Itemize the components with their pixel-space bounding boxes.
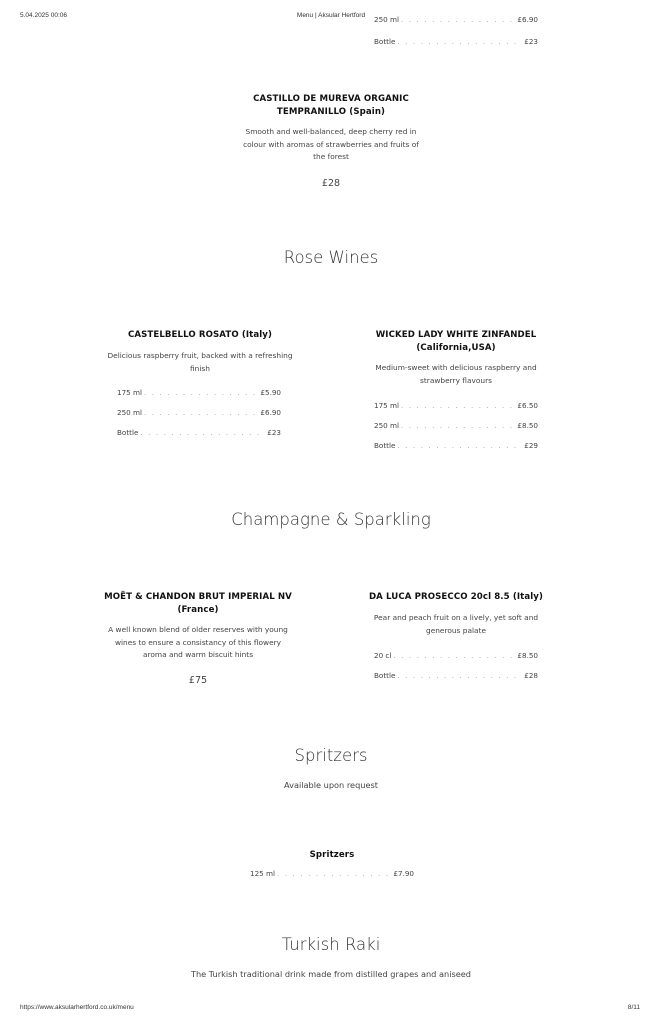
price-row bbox=[374, 401, 538, 410]
item-description bbox=[346, 362, 566, 387]
print-page-number: 8/11 bbox=[627, 1004, 640, 1011]
price-row-value: £6.90 bbox=[517, 15, 538, 24]
section-heading-turkish-raki: Turkish Raki bbox=[281, 935, 381, 954]
desc-line: Medium-sweet with delicious raspberry and bbox=[375, 363, 537, 372]
section-heading-spritzers: Spritzers bbox=[294, 746, 368, 765]
price-row bbox=[117, 408, 281, 417]
price-row-label: 175 ml bbox=[374, 401, 400, 410]
item-title: DA LUCA PROSECCO 20cl 8.5 (Italy) bbox=[368, 592, 544, 602]
item-description bbox=[88, 624, 308, 662]
item-title-line: MOËT & CHANDON BRUT IMPERIAL NV bbox=[104, 592, 292, 602]
menu-item-castelbello-rosato bbox=[90, 329, 310, 437]
leader-dots bbox=[401, 421, 515, 430]
leader-dots bbox=[140, 428, 265, 437]
price-row-value: £8.50 bbox=[517, 421, 538, 430]
section-subtitle-turkish-raki: The Turkish traditional drink made from distilled grapes and aniseed bbox=[190, 969, 472, 979]
price-row-label: 175 ml bbox=[117, 388, 143, 397]
leader-dots bbox=[401, 401, 515, 410]
print-page-title: Menu | Aksular Hertford bbox=[296, 12, 366, 19]
item-title: Spritzers bbox=[309, 850, 355, 860]
item-description bbox=[221, 126, 441, 164]
desc-line: Delicious raspberry fruit, backed with a refreshing bbox=[107, 351, 293, 360]
desc-line: finish bbox=[190, 363, 210, 373]
desc-line: generous palate bbox=[426, 625, 486, 635]
desc-line: aroma and warm biscuit hints bbox=[142, 650, 254, 659]
menu-item-castillo-de-mureva bbox=[221, 93, 441, 189]
price-row bbox=[117, 388, 281, 397]
menu-item-da-luca-prosecco bbox=[346, 591, 566, 680]
leader-dots bbox=[277, 869, 391, 878]
price-row bbox=[374, 671, 538, 680]
price-row-value: £6.90 bbox=[260, 408, 281, 417]
price-row-label: 250 ml bbox=[117, 408, 143, 417]
price-row bbox=[374, 15, 538, 27]
menu-item-wicked-lady-white-zinfandel bbox=[346, 329, 566, 450]
price-row-value: £23 bbox=[267, 428, 281, 437]
item-price: £28 bbox=[321, 177, 341, 189]
price-row bbox=[374, 421, 538, 430]
leader-dots bbox=[144, 408, 258, 417]
price-list bbox=[117, 388, 281, 437]
leader-dots bbox=[397, 441, 522, 450]
price-row-label: Bottle bbox=[374, 441, 396, 450]
leader-dots bbox=[393, 651, 515, 660]
price-row-value: £6.50 bbox=[517, 401, 538, 410]
price-row bbox=[374, 37, 538, 46]
price-row-value: £28 bbox=[524, 671, 538, 680]
leader-dots bbox=[144, 388, 258, 397]
price-row-value: £7.90 bbox=[393, 869, 414, 878]
section-heading-champagne-sparkling: Champagne & Sparkling bbox=[231, 510, 431, 529]
price-row-value: £29 bbox=[524, 441, 538, 450]
price-row bbox=[374, 441, 538, 450]
price-row-label: 125 ml bbox=[250, 869, 276, 878]
leader-dots bbox=[401, 15, 515, 24]
desc-line: Smooth and well-balanced, deep cherry red in bbox=[245, 127, 417, 136]
item-price: £75 bbox=[188, 674, 208, 686]
price-row-label: 250 ml bbox=[374, 15, 400, 24]
price-row bbox=[250, 869, 414, 878]
price-row-label: Bottle bbox=[374, 37, 396, 46]
menu-item-moet-chandon bbox=[88, 591, 308, 686]
price-row-label: Bottle bbox=[374, 671, 396, 680]
desc-line: wines to ensure a consistancy of this flowery bbox=[114, 637, 282, 647]
section-subtitle-spritzers: Available upon request bbox=[284, 780, 378, 790]
item-title bbox=[221, 93, 441, 119]
leader-dots bbox=[397, 37, 522, 46]
price-list bbox=[374, 651, 538, 680]
print-url: https://www.aksularhertford.co.uk/menu bbox=[20, 1004, 134, 1011]
leader-dots bbox=[397, 671, 522, 680]
price-row-label: Bottle bbox=[117, 428, 139, 437]
item-description bbox=[90, 350, 310, 375]
desc-line: strawberry flavours bbox=[420, 375, 492, 385]
price-row-label: 20 cl bbox=[374, 651, 392, 660]
price-row-value: £23 bbox=[524, 37, 538, 46]
item-title: CASTELBELLO ROSATO (Italy) bbox=[127, 330, 273, 340]
desc-line: A well known blend of older reserves with young bbox=[108, 625, 288, 634]
price-row-label: 250 ml bbox=[374, 421, 400, 430]
item-title-line: WICKED LADY WHITE ZINFANDEL bbox=[375, 330, 537, 340]
desc-line: the forest bbox=[313, 152, 349, 161]
menu-item-spritzers bbox=[250, 849, 414, 878]
item-title-line: CASTILLO DE MUREVA ORGANIC bbox=[253, 94, 409, 104]
desc-line: Pear and peach fruit on a lively, yet soft and bbox=[373, 613, 539, 622]
item-title-line: (France) bbox=[177, 605, 219, 615]
item-title bbox=[88, 591, 308, 617]
carryover-price-list bbox=[374, 15, 538, 46]
price-row-value: £8.50 bbox=[517, 651, 538, 660]
price-row-value: £5.90 bbox=[260, 388, 281, 397]
print-datetime: 5.04.2025 00:06 bbox=[20, 12, 67, 19]
section-heading-rose-wines: Rose Wines bbox=[283, 248, 379, 267]
item-title-line: (California,USA) bbox=[416, 343, 496, 353]
item-description bbox=[346, 612, 566, 637]
item-title-line: TEMPRANILLO (Spain) bbox=[276, 107, 386, 117]
desc-line: colour with aromas of strawberries and fruits of bbox=[243, 139, 419, 149]
price-list bbox=[374, 401, 538, 450]
item-title bbox=[346, 329, 566, 355]
price-row bbox=[117, 428, 281, 437]
price-row bbox=[374, 651, 538, 660]
